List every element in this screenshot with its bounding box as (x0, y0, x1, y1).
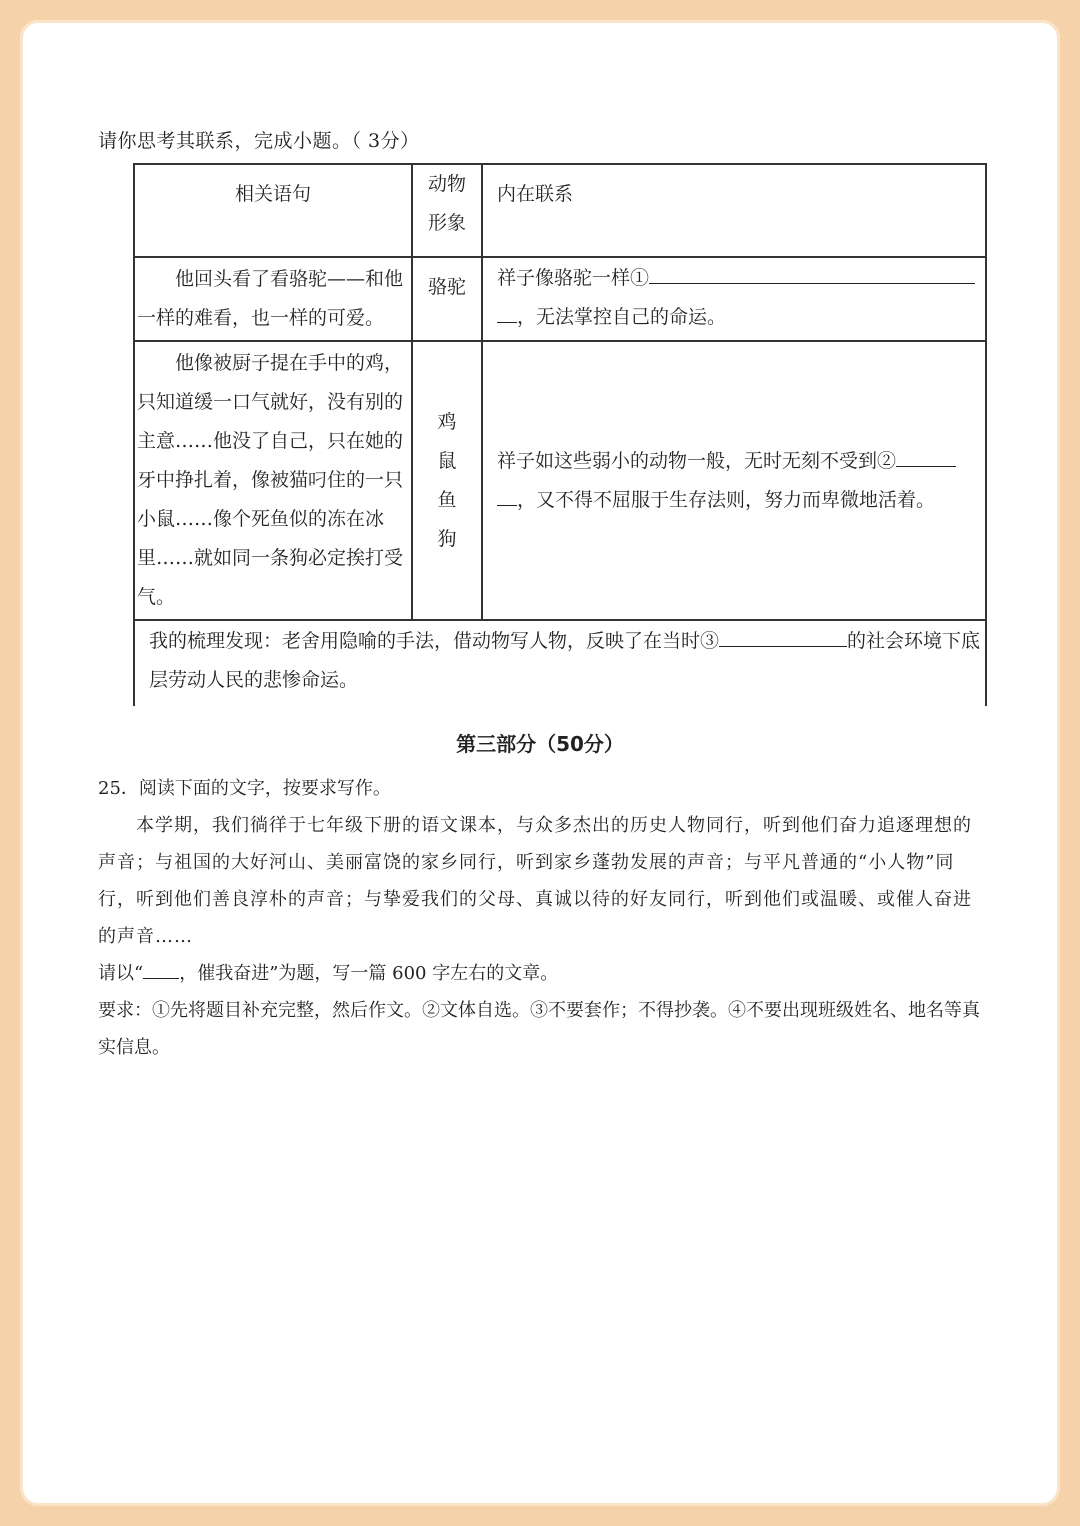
question-intro: 请你思考其联系，完成小题。（ 3分） (98, 130, 420, 152)
summary-after: 的社会环境下底层劳动人民的悲惨命运。 (149, 630, 981, 691)
table-header-row (134, 164, 986, 257)
answer-blank-1-cont[interactable] (497, 302, 517, 323)
q25-number-line: 25．阅读下面的文字，按要求写作。 (98, 778, 391, 799)
row2-quote: 他像被厨子提在手中的鸡，只知道缓一口气就好，没有别的主意……他没了自己，只在她的牙中挣扎着，像被猫叼住的一只小鼠……像个死鱼似的冻在冰里……就如同一条狗必定挨打受气。 (134, 341, 412, 620)
animal-dog: 狗 (437, 527, 457, 550)
row1-quote: 他回头看了看骆驼——和他一样的难看，也一样的可爱。 (134, 257, 412, 341)
animal-chicken: 鸡 (437, 410, 457, 433)
summary-before: 我的梳理发现：老舍用隐喻的手法，借动物写人物，反映了在当时③ (149, 630, 720, 652)
analysis-table (133, 163, 987, 706)
header-animal-text: 动物形象 (427, 173, 466, 234)
animal-mouse: 鼠 (437, 449, 457, 472)
section-title: 第三部分（50分） (456, 732, 624, 756)
row2-link-before: 祥子如这些弱小的动物一般，无时无刻不受到② (497, 449, 897, 472)
header-related-sentence: 相关语句 (134, 164, 412, 257)
row2-connection (482, 341, 986, 620)
row1-link-before: 祥子像骆驼一样① (497, 267, 650, 289)
q25-topic-after: ，催我奋进”为题，写一篇 600 字左右的文章。 (179, 963, 559, 984)
question-25 (98, 770, 986, 1066)
q25-topic-before: 请以“ (98, 963, 144, 984)
header-inner-connection: 内在联系 (482, 164, 986, 257)
q25-passage: 本学期，我们徜徉于七年级下册的语文课本，与众多杰出的历史人物同行，听到他们奋力追逐理想的声音；与祖国的大好河山、美丽富饶的家乡同行，听到家乡蓬勃发展的声音；与平凡普通的“小人物”同行，听到他们善良淳朴的声音；与挚爱我们的父母、真诚以待的好友同行，听到他们或温暖、或催人奋进的声音…… (98, 815, 972, 947)
header-animal-image (412, 164, 482, 257)
q25-topic (98, 955, 986, 992)
table-row (134, 341, 986, 620)
answer-blank-2-cont[interactable] (497, 485, 517, 506)
q25-requirements: 要求：①先将题目补充完整，然后作文。②文体自选。③不要套作；不得抄袭。④不要出现班级姓名、地名等真实信息。 (98, 1000, 980, 1058)
table-summary-row (134, 620, 986, 706)
row1-link-after: ，无法掌控自己的命运。 (517, 306, 727, 328)
animal-fish: 鱼 (437, 488, 457, 511)
answer-blank-2[interactable] (896, 446, 956, 467)
table-row (134, 257, 986, 341)
answer-blank-1[interactable] (649, 263, 975, 284)
row2-link-after: ，又不得不屈服于生存法则，努力而卑微地活着。 (517, 488, 936, 511)
row1-animal: 骆驼 (412, 257, 482, 341)
row2-animals (412, 341, 482, 620)
answer-blank-3[interactable] (719, 626, 847, 647)
exam-page (20, 20, 1060, 1506)
topic-blank[interactable] (143, 960, 179, 979)
summary-cell (134, 620, 986, 706)
row1-connection (482, 257, 986, 341)
